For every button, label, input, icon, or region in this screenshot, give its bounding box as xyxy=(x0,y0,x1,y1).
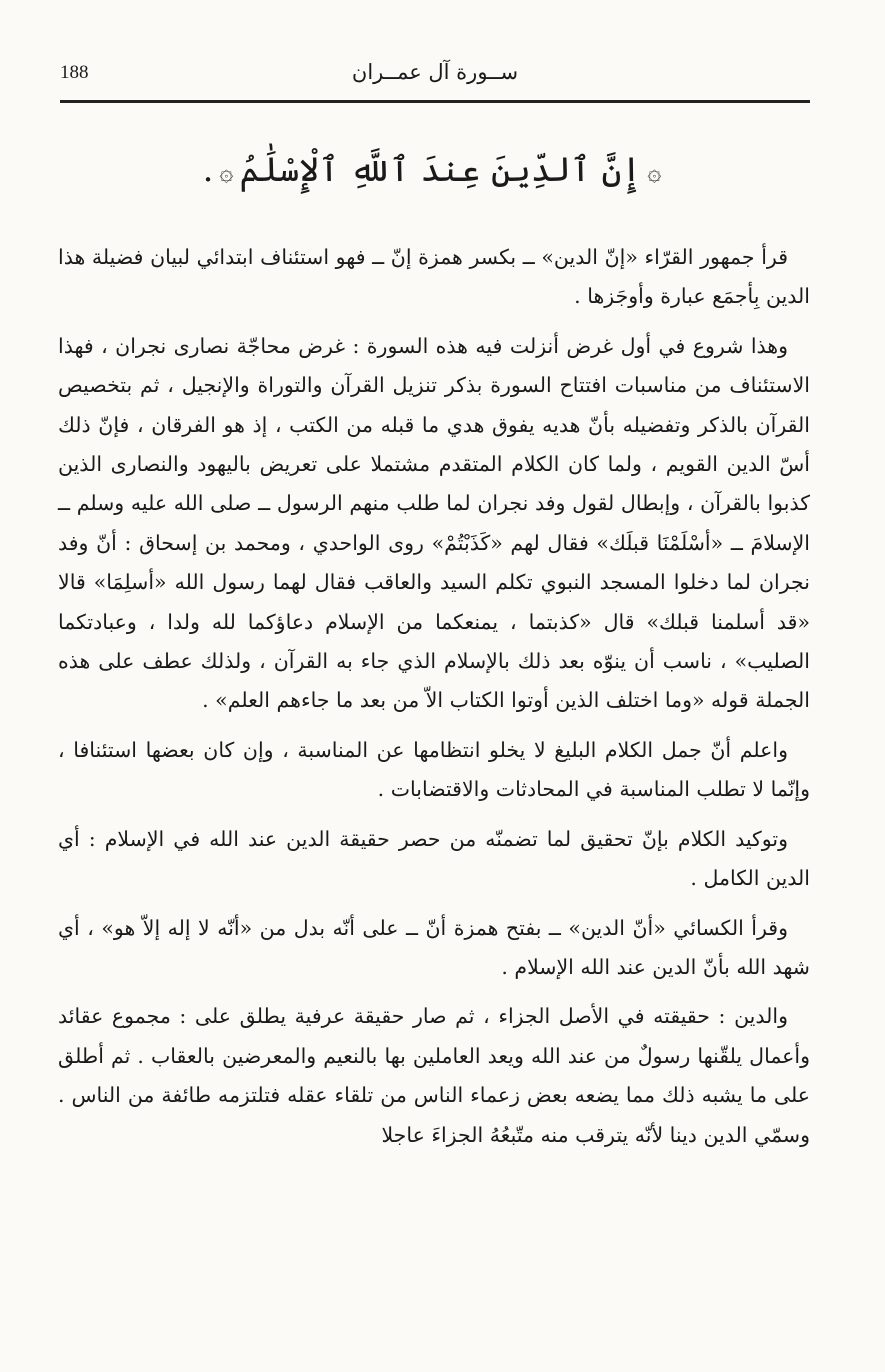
verse-heading xyxy=(60,140,810,202)
header-rule xyxy=(60,100,810,103)
verse-end-mark: . xyxy=(202,150,214,190)
commentary-body xyxy=(58,238,810,1165)
running-title: ســورة آل عمــران xyxy=(351,60,519,84)
verse-close-ornament-icon: ۞ xyxy=(219,158,234,186)
page-header xyxy=(60,58,810,98)
verse-text: إِنَّ ٱلدِّينَ عِندَ ٱللَّهِ ٱلْإِسْلَٰمُ xyxy=(239,150,642,190)
paragraph: واعلم أنّ جمل الكلام البليغ لا يخلو انتظامها عن المناسبة ، وإن كان بعضها استئنافا ، وإنّما لا تطلب المناسبة في المحادثات والاقتضابات . xyxy=(58,737,810,802)
page-number: 188 xyxy=(60,62,89,83)
paragraph: وهذا شروع في أول غرض أنزلت فيه هذه السورة : غرض محاجّة نصارى نجران ، فهذا الاستئناف من مناسبات افتتاح السورة بذكر تنزيل القرآن والتوراة والإنجيل ، ثم بتخصيص القرآن بالذكر وتفضيله بأنّ هديه يفوق هدي ما قبله من الكتب ، إذ هو الفرقان ، فإنّ ذلك أسّ الدين القويم ، ولما كان الكلام المتقدم مشتملا على تعريض باليهود والنصارى الذين كذبوا بالقرآن ، وإبطال لقول وفد نجران لما طلب منهم الرسول ــ صلى الله عليه وسلم ــ الإسلامَ ــ «أسْلَمْنَا قبلَك» فقال لهم «كَذَبْتُمْ» روى الواحدي ، ومحمد بن إسحاق : أنّ وفد نجران لما دخلوا المسجد النبوي تكلم السيد والعاقب فقال لهما رسول الله «أسلِمَا» قالا «قد أسلمنا قبلك» قال «كذبتما ، يمنعكما من الإسلام دعاؤكما لله ولدا ، وعبادتكما الصليب» ، ناسب أن ينوّه بعد ذلك بالإسلام الذي جاء به القرآن ، ولذلك عطف على هذه الجملة قوله «وما اختلف الذين أوتوا الكتاب الاّ من بعد ما جاءهم العلم» . xyxy=(58,333,810,713)
paragraph: قرأ جمهور القرّاء «إنّ الدين» ــ بكسر همزة إنّ ــ فهو استئناف ابتدائي لبيان فضيلة هذا الدين بِأجمَع عبارة وأوجَزها . xyxy=(58,245,810,309)
paragraph: وقرأ الكسائي «أنّ الدين» ــ بفتح همزة أنّ ــ على أنّه بدل من «أنّه لا إله إلاّ هو» ، أي شهد الله بأنّ الدين عند الله الإسلام . xyxy=(58,915,810,979)
paragraph: والدين : حقيقته في الأصل الجزاء ، ثم صار حقيقة عرفية يطلق على : مجموع عقائد وأعمال يلقّنها رسولٌ من عند الله ويعد العاملين بها بالنعيم والمعرضين بالعقاب . ثم أطلق على ما يشبه ذلك مما يضعه بعض زعماء الناس من تلقاء عقله فتلتزمه طائفة من الناس . وسمّي الدين دينا لأنّه يترقب منه متّبعُهُ الجزاءَ عاجلا xyxy=(58,1004,810,1147)
paragraph: وتوكيد الكلام بإنّ تحقيق لما تضمنّه من حصر حقيقة الدين عند الله في الإسلام : أي الدين الكامل . xyxy=(58,826,810,891)
verse-open-ornament-icon: ۞ xyxy=(647,158,662,186)
